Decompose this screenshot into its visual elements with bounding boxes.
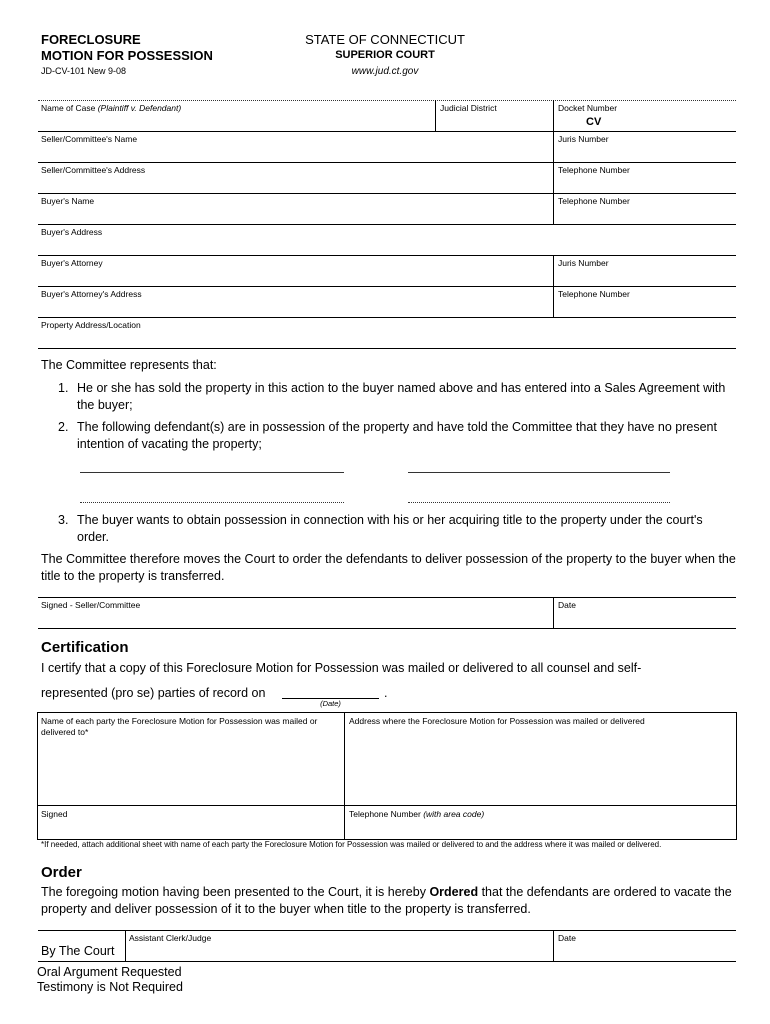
- seller-telephone-label: Telephone Number: [558, 165, 630, 175]
- buyer-attorney-input[interactable]: [41, 270, 547, 284]
- property-address-label: Property Address/Location: [41, 320, 141, 330]
- state-name: STATE OF CONNECTICUT: [305, 32, 465, 47]
- seller-address-input[interactable]: [41, 177, 547, 191]
- defendant-line-4[interactable]: [408, 502, 670, 503]
- party-names-label: Name of each party the Foreclosure Motion for Possession was mailed or delivered to*: [41, 716, 318, 737]
- defendant-line-2[interactable]: [408, 472, 670, 473]
- docket-number-input[interactable]: [606, 115, 732, 129]
- order-heading: Order: [41, 864, 82, 881]
- form-title-line1: FORECLOSURE: [41, 32, 141, 47]
- order-date-input[interactable]: [558, 945, 732, 959]
- party-names-input[interactable]: [41, 740, 339, 802]
- judicial-district-input[interactable]: [440, 115, 548, 129]
- buyer-name-label: Buyer's Name: [41, 196, 95, 206]
- buyer-attorney-address-label: Buyer's Attorney's Address: [41, 289, 142, 299]
- website[interactable]: www.jud.ct.gov: [351, 66, 419, 77]
- motion-item-3: [58, 512, 738, 546]
- buyer-attorney-label: Buyer's Attorney: [41, 258, 103, 268]
- certification-date-input[interactable]: [282, 684, 379, 699]
- certification-heading: Certification: [41, 639, 129, 656]
- form-title: [41, 32, 213, 64]
- seller-signature-input[interactable]: [41, 612, 547, 626]
- certification-phone-label: Telephone Number (with area code): [349, 809, 485, 819]
- order-text: The foregoing motion having been presented to the Court, it is hereby Ordered that the defendants are ordered to vacate the property and deliver possession of it to the buyer when title to the property is transferred.: [41, 885, 732, 916]
- form-number: JD-CV-101 New 9-08: [41, 66, 127, 76]
- attorney-juris-number-input[interactable]: [558, 270, 732, 284]
- seller-juris-number-input[interactable]: [558, 146, 732, 160]
- certification-signed-label: Signed: [41, 809, 68, 819]
- buyer-telephone-input[interactable]: [558, 208, 732, 222]
- motion-item-2: [58, 419, 738, 453]
- buyer-telephone-label: Telephone Number: [558, 196, 630, 206]
- defendant-line-3[interactable]: [80, 502, 344, 503]
- seller-name-label: Seller/Committee's Name: [41, 134, 138, 144]
- item-3-text: The buyer wants to obtain possession in connection with his or her acquiring title to the property under the court's order.: [77, 513, 703, 544]
- certification-period: .: [384, 686, 388, 700]
- certification-text-2: represented (pro se) parties of record on: [41, 686, 266, 700]
- buyer-attorney-address-input[interactable]: [41, 301, 547, 315]
- clerk-judge-input[interactable]: [129, 945, 547, 959]
- certification-footnote: *If needed, attach additional sheet with name of each party the Foreclosure Motion for Possession was mailed or delivered to and the address where it was mailed or delivered.: [41, 840, 662, 849]
- property-address-input[interactable]: [41, 332, 731, 346]
- attorney-juris-number-label: Juris Number: [558, 258, 609, 268]
- item-2-number: 2.: [58, 420, 69, 434]
- attorney-telephone-label: Telephone Number: [558, 289, 630, 299]
- defendant-line-1[interactable]: [80, 472, 344, 473]
- name-of-case-label: Name of Case (Plaintiff v. Defendant): [41, 103, 182, 113]
- item-2-text: The following defendant(s) are in possession of the property and have told the Committee that they have no present intention of vacating the property;: [77, 420, 717, 451]
- docket-prefix: CV: [586, 116, 602, 128]
- buyer-address-input[interactable]: [41, 239, 731, 253]
- seller-juris-number-label: Juris Number: [558, 134, 609, 144]
- judicial-district-label: Judicial District: [440, 103, 497, 113]
- motion-intro: The Committee represents that:: [41, 358, 217, 372]
- seller-telephone-input[interactable]: [558, 177, 732, 191]
- item-1-text: He or she has sold the property in this action to the buyer named above and has entered into a Sales Agreement with the buyer;: [77, 381, 726, 412]
- motion-item-1: [58, 380, 738, 414]
- certification-date-hint: (Date): [320, 699, 341, 708]
- item-3-number: 3.: [58, 513, 69, 527]
- certification-phone-input[interactable]: [349, 821, 731, 835]
- name-of-case-input[interactable]: [41, 115, 429, 129]
- form-title-line2: MOTION FOR POSSESSION: [41, 48, 213, 63]
- order-date-label: Date: [558, 933, 576, 943]
- by-the-court: By The Court: [41, 944, 115, 958]
- motion-date-label: Date: [558, 600, 576, 610]
- certification-text-1: I certify that a copy of this Foreclosure Motion for Possession was mailed or delivered to all counsel and self-: [41, 661, 642, 675]
- oral-argument-note: Oral Argument Requested: [37, 965, 182, 979]
- party-addresses-label: Address where the Foreclosure Motion for Possession was mailed or delivered: [349, 716, 645, 726]
- seller-name-input[interactable]: [41, 146, 547, 160]
- motion-conclusion: The Committee therefore moves the Court to order the defendants to deliver possession of the property to the buyer when the title to the property is transferred.: [41, 552, 736, 583]
- motion-date-input[interactable]: [558, 612, 732, 626]
- docket-number-label: Docket Number: [558, 103, 618, 113]
- seller-signature-label: Signed - Seller/Committee: [41, 600, 141, 610]
- clerk-judge-label: Assistant Clerk/Judge: [129, 933, 212, 943]
- item-1-number: 1.: [58, 381, 69, 395]
- buyer-address-label: Buyer's Address: [41, 227, 103, 237]
- seller-address-label: Seller/Committee's Address: [41, 165, 146, 175]
- certification-signature-input[interactable]: [41, 821, 339, 835]
- attorney-telephone-input[interactable]: [558, 301, 732, 315]
- court-name: SUPERIOR COURT: [335, 49, 435, 61]
- buyer-name-input[interactable]: [41, 208, 547, 222]
- testimony-note: Testimony is Not Required: [37, 980, 183, 994]
- party-addresses-input[interactable]: [349, 730, 731, 802]
